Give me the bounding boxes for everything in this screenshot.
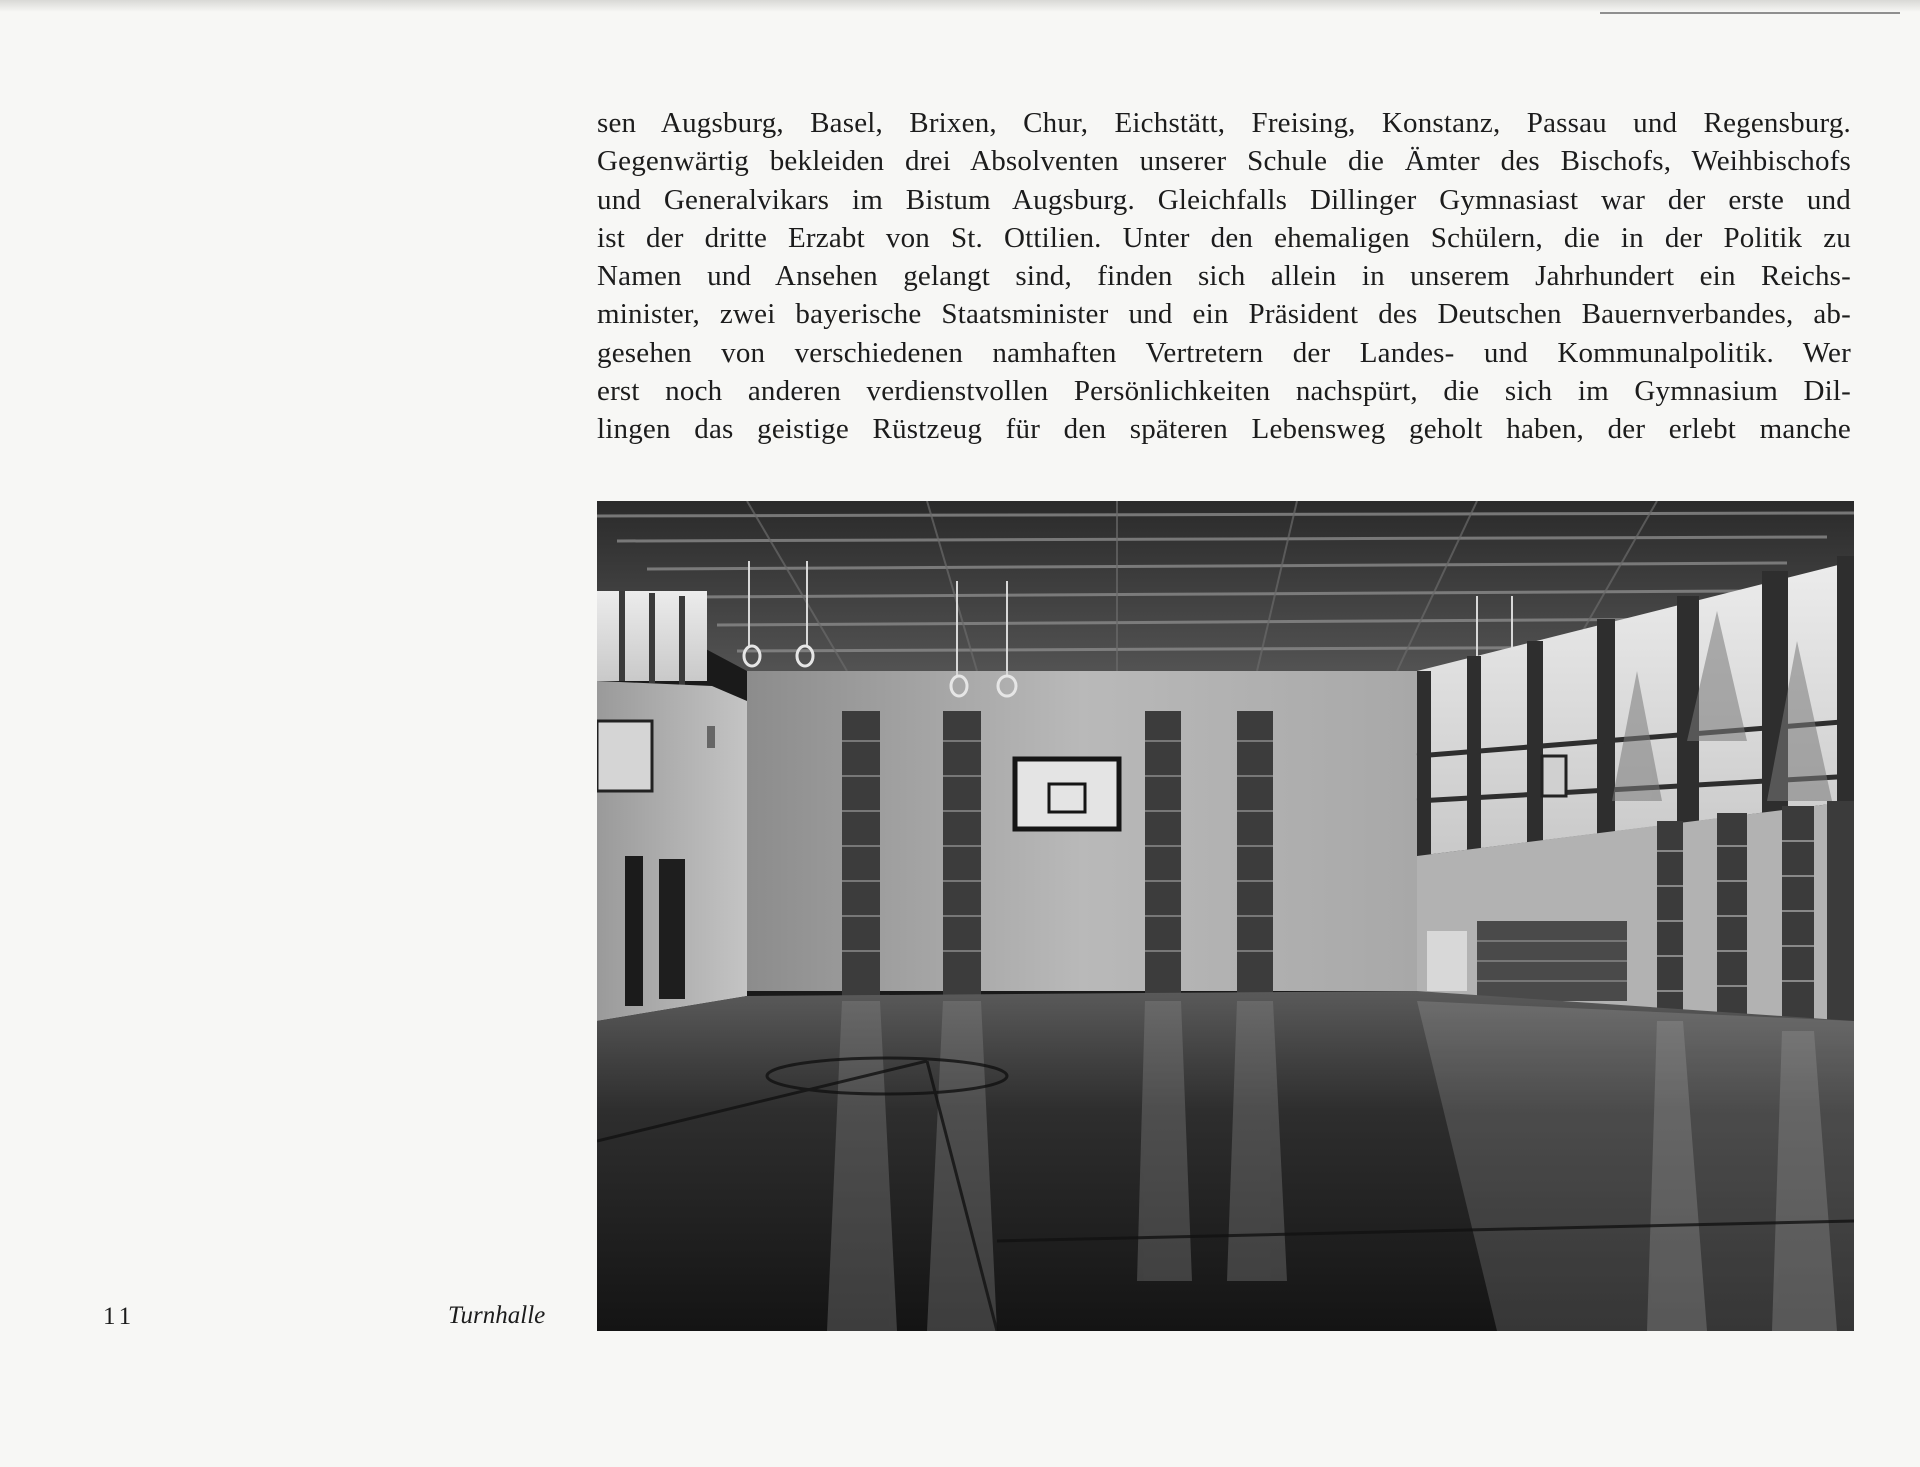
text-line: lingen das geistige Rüstzeug für den späteren Lebensweg geholt haben, der erlebt manche	[597, 413, 1851, 446]
page-top-edge	[0, 0, 1920, 12]
text-line: Namen und Ansehen gelangt sind, finden sich allein in unserem Jahrhundert ein Reichs-	[597, 260, 1851, 293]
text-line: ist der dritte Erzabt von St. Ottilien. Unter den ehemaligen Schülern, die in der Politik zu	[597, 221, 1851, 254]
text-line: sen Augsburg, Basel, Brixen, Chur, Eichstätt, Freising, Konstanz, Passau und Regensburg.	[597, 107, 1851, 139]
page-number: 11	[103, 1303, 136, 1330]
gymnasium-photo-illustration	[597, 501, 1854, 1331]
page-edge-mark	[1600, 12, 1900, 14]
text-line: Gegenwärtig bekleiden drei Absolventen unserer Schule die Ämter des Bischofs, Weihbischofs	[597, 145, 1851, 178]
text-line: und Generalvikars im Bistum Augsburg. Gleichfalls Dillinger Gymnasiast war der erste und	[597, 183, 1851, 216]
text-line: gesehen von verschiedenen namhaften Vertretern der Landes- und Kommunalpolitik. Wer	[597, 336, 1851, 369]
body-text	[597, 104, 1851, 449]
text-line: minister, zwei bayerische Staatsminister und ein Präsident des Deutschen Bauernverbandes, ab-	[597, 298, 1851, 331]
text-line: erst noch anderen verdienstvollen Persönlichkeiten nachspürt, die sich im Gymnasium Dil-	[597, 375, 1851, 408]
figure-caption: Turnhalle	[448, 1302, 546, 1329]
gymnasium-photo	[597, 501, 1854, 1331]
